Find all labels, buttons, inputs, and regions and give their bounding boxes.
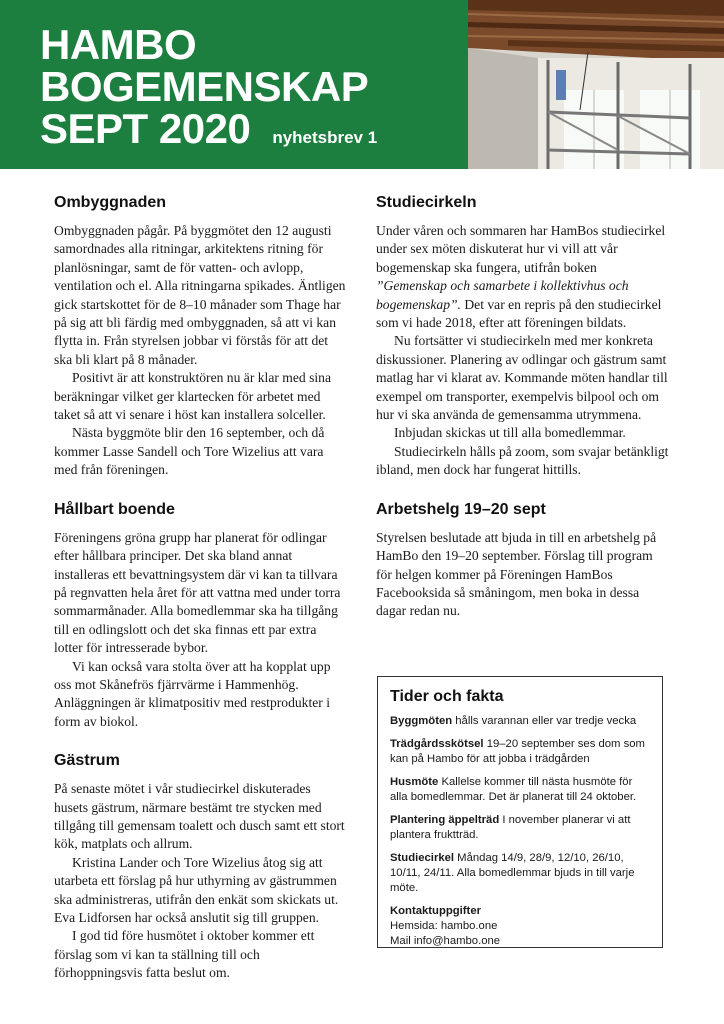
heading-hallbart-boende: Hållbart boende	[54, 500, 175, 518]
paragraph: På senaste mötet i vår studiecirkel diskuterades husets gästrum, närmare bestämt tre stycken med tillgång till gemensam toalett och dusch samt ett stort kök, matplats och allrum.	[54, 781, 345, 852]
heading-arbetshelg: Arbetshelg 19–20 sept	[376, 500, 546, 518]
fact-item	[390, 714, 652, 729]
paragraph: Positivt är att konstruktören nu är klar med sina beräkningar vilket ger klartecken för arbetet med taket så att vi senare i höst kan installera solceller.	[54, 370, 331, 423]
paragraph: Nu fortsätter vi studiecirkeln med mer konkreta diskussioner. Planering av odlingar och gästrum samt matlag har vi klarat av. Kommande möten handlar till exempel om transporter, exempelvis bilpool och om hur vi ska använda de gemensamma utrymmena.	[376, 333, 668, 423]
paragraph: Föreningens gröna grupp har planerat för odlingar efter hållbara principer. Det ska bland annat installeras ett bevattningsystem där vi kan ta tillvara på regnvatten hela året för att vattna med under torra sommarmånader. Alla bomedlemmar ska ha tillgång till en odlingslott och det ska finnas ett par extra lotter för intresserade bybor.	[54, 529, 341, 656]
renovation-room-photo	[468, 0, 724, 169]
newsletter-title	[40, 21, 378, 159]
left-column	[54, 193, 346, 1003]
facts-box	[377, 676, 663, 948]
fact-text: Kallelse kommer till nästa husmöte för alla bomedlemmar. Det är planerat till 24 oktober.	[390, 776, 637, 803]
paragraph: Inbjudan skickas ut till alla bomedlemmar.	[394, 425, 626, 441]
paragraph: Kristina Lander och Tore Wizelius åtog sig att utarbeta ett förslag på hur uthyrning av gästrummen ska administreras, utifrån den enkät som skickats ut. Eva Lidforsen har också anslutit sig till gruppen.	[54, 854, 339, 925]
section-studiecirkeln	[376, 193, 670, 480]
fact-item	[390, 813, 652, 843]
title-line-2: BOGEMENSKAP	[40, 63, 369, 110]
contact-info	[390, 904, 652, 949]
title-date: SEPT 2020	[40, 105, 251, 152]
title-line-1: HAMBO	[40, 21, 197, 68]
fact-text: Måndag 14/9, 28/9, 12/10, 26/10, 10/11, 24/11. Alla bomedlemmar bjuds in till varje möte.	[390, 852, 635, 894]
contact-email: Mail info@hambo.one	[390, 935, 501, 947]
fact-label: Plantering äppelträd	[390, 814, 500, 826]
paragraph: Studiecirkeln hålls på zoom, som svajar betänkligt ibland, men dock har fungerat hittills.	[376, 443, 669, 478]
fact-item	[390, 737, 652, 767]
heading-ombyggnaden: Ombyggnaden	[54, 194, 167, 211]
fact-item	[390, 851, 652, 896]
section-ombyggnaden	[54, 193, 346, 480]
paragraph-text: Det var en repris på den studiecirkel som vi hade 2018, efter att föreningen bildats.	[376, 296, 662, 331]
facts-heading: Tider och fakta	[390, 688, 504, 705]
title-line-3	[40, 105, 378, 159]
fact-label: Husmöte	[390, 776, 439, 788]
fact-item	[390, 775, 652, 805]
paragraph: Ombyggnaden pågår. På byggmötet den 12 augusti samordnades alla ritningar, arkitektens ritning för planlösningar, samt de för vatten- och avlopp, ventilation och el. Alla ritningarna spikades. Äntligen gick startskottet för de 8–10 månader som Thage har på sig att bli färdig med ombyggnaden, så att vi kan flytta in. Från styrelsen jobbar vi förstås för att det ska bli klart på 8 månader.	[54, 223, 346, 367]
book-title: ”Gemenskap och samarbete i kollektivhus och bogemenskap”.	[376, 278, 629, 312]
section-hallbart-boende	[54, 500, 346, 731]
paragraph: Styrelsen beslutade att bjuda in till en arbetshelg på HamBo den 19–20 september. Förslag till program för helgen kommer på Föreningen HamBos Facebooksida så småningom, men boka in dessa dagar redan nu.	[376, 529, 657, 619]
right-column	[376, 193, 670, 641]
paragraph: I god tid före husmötet i oktober kommer ett förslag som vi kan ta ställning till och förhoppningsvis fatta beslut om.	[54, 928, 315, 981]
fact-text: 19–20 september ses dom som kan på Hambo för att jobba i trädgården	[390, 738, 645, 765]
section-gastrum	[54, 751, 346, 982]
fact-label: Byggmöten	[390, 715, 453, 727]
heading-gastrum: Gästrum	[54, 752, 120, 770]
fact-label: Trädgårdsskötsel	[390, 738, 484, 750]
paragraph: Vi kan också vara stolta över att ha kopplat upp oss mot Skånefrös fjärrvärme i Hammenhög. Anläggningen är klimatpositiv med restprodukter i form av biokol.	[54, 658, 331, 729]
fact-text: I november planerar vi att plantera fruktträd.	[390, 814, 631, 841]
heading-studiecirkeln: Studiecirkeln	[376, 194, 477, 211]
paragraph: Nästa byggmöte blir den 16 september, och då kommer Lasse Sandell och Tore Wizelius att vara med från föreningen.	[54, 425, 325, 478]
paragraph	[376, 222, 670, 332]
paragraph-text: Under våren och sommaren har HamBos studiecirkel under sex möten diskuterat hur vi vill att vår bogemenskap ska fungera, utifrån boken	[376, 223, 666, 275]
fact-label: Studiecirkel	[390, 852, 455, 864]
section-arbetshelg	[376, 500, 670, 621]
contact-label: Kontaktuppgifter	[390, 905, 481, 917]
fact-text: hålls varannan eller var tredje vecka	[452, 715, 637, 727]
newsletter-subtitle: nyhetsbrev 1	[272, 128, 378, 147]
contact-website: Hemsida: hambo.one	[390, 920, 498, 932]
